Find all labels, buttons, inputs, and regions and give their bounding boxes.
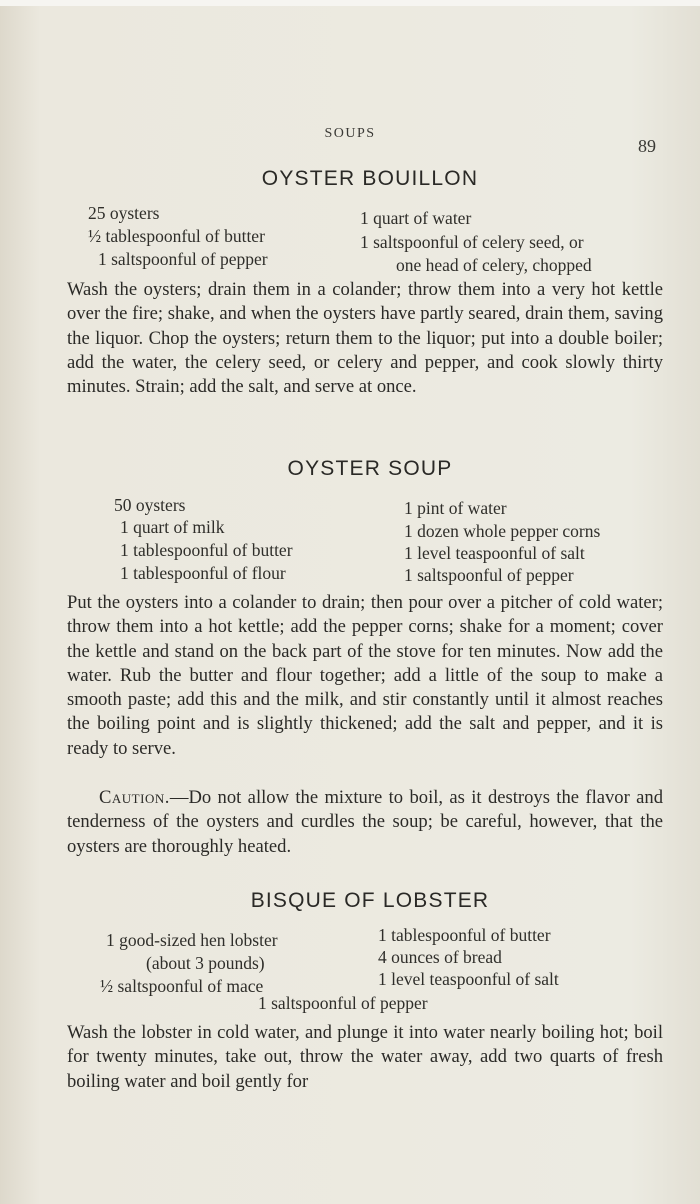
ingredient: ½ saltspoonful of mace [100,976,264,996]
page-top-edge [0,0,700,6]
ingredient: 1 dozen whole pepper corns [404,521,601,541]
ingredient: 1 saltspoonful of pepper [98,249,268,269]
ingredient: one head of celery, chopped [396,255,592,275]
instructions-paragraph: Wash the lobster in cold water, and plunge it into water nearly boiling hot; boil for twenty minutes, take out, throw the water away, add two quarts of fresh boiling water and boil gently for [67,1022,663,1092]
ingredient: 1 quart of water [360,208,472,228]
section-title-oyster-soup: OYSTER SOUP [287,457,453,480]
ingredient: 4 ounces of bread [378,947,502,967]
ingredient: 1 tablespoonful of flour [120,563,286,583]
ingredient: 1 saltspoonful of pepper [404,565,574,585]
instructions-paragraph: Wash the oysters; drain them in a colander; throw them into a very hot kettle over the fire; shake, and when the oysters have partly seared, drain them, saving the liquor. Chop the oysters; return them to the liquor; put into a double boiler; add the water, the celery seed, or celery and pepper, and cook slowly thirty minutes. Strain; add the salt, and serve at once. [67,279,663,398]
ingredient: 50 oysters [114,495,186,515]
section-title-bisque-of-lobster: BISQUE OF LOBSTER [250,889,490,912]
ingredient: 1 tablespoonful of butter [120,540,293,560]
page-number: 89 [638,136,656,156]
running-head: SOUPS [324,126,376,141]
caution-text: —Do not allow the mixture to boil, as it destroys the flavor and tenderness of the oysters and curdles the soup; be careful, however, that the oysters are thoroughly heated. [67,787,663,857]
caution-paragraph [67,786,663,859]
ingredient: ½ tablespoonful of butter [88,226,265,246]
ingredient: 1 level teaspoonful of salt [404,543,585,563]
instructions-paragraph: Put the oysters into a colander to drain; then pour over a pitcher of cold water; throw them into a hot kettle; add the pepper corns; shake for a moment; cover the kettle and stand on the back part of the stove for ten minutes. Now add the water. Rub the butter and flour together; add a little of the soup to make a smooth paste; add this and the milk, and stir constantly until it almost reaches the boiling point and is slightly thickened; add the salt and pepper, and it is ready to serve. [67,592,663,759]
ingredient: 1 level teaspoonful of salt [378,969,559,989]
ingredient: 1 saltspoonful of pepper [258,993,428,1013]
ingredient: (about 3 pounds) [146,953,265,973]
ingredient: 1 tablespoonful of butter [378,925,551,945]
section-title-oyster-bouillon: OYSTER BOUILLON [261,167,479,190]
ingredient: 1 good-sized hen lobster [106,930,278,950]
ingredient: 25 oysters [88,203,160,223]
caution-label: Caution. [99,787,170,808]
ingredient: 1 pint of water [404,498,507,518]
ingredient: 1 quart of milk [120,517,225,537]
ingredient: 1 saltspoonful of celery seed, or [360,232,584,252]
